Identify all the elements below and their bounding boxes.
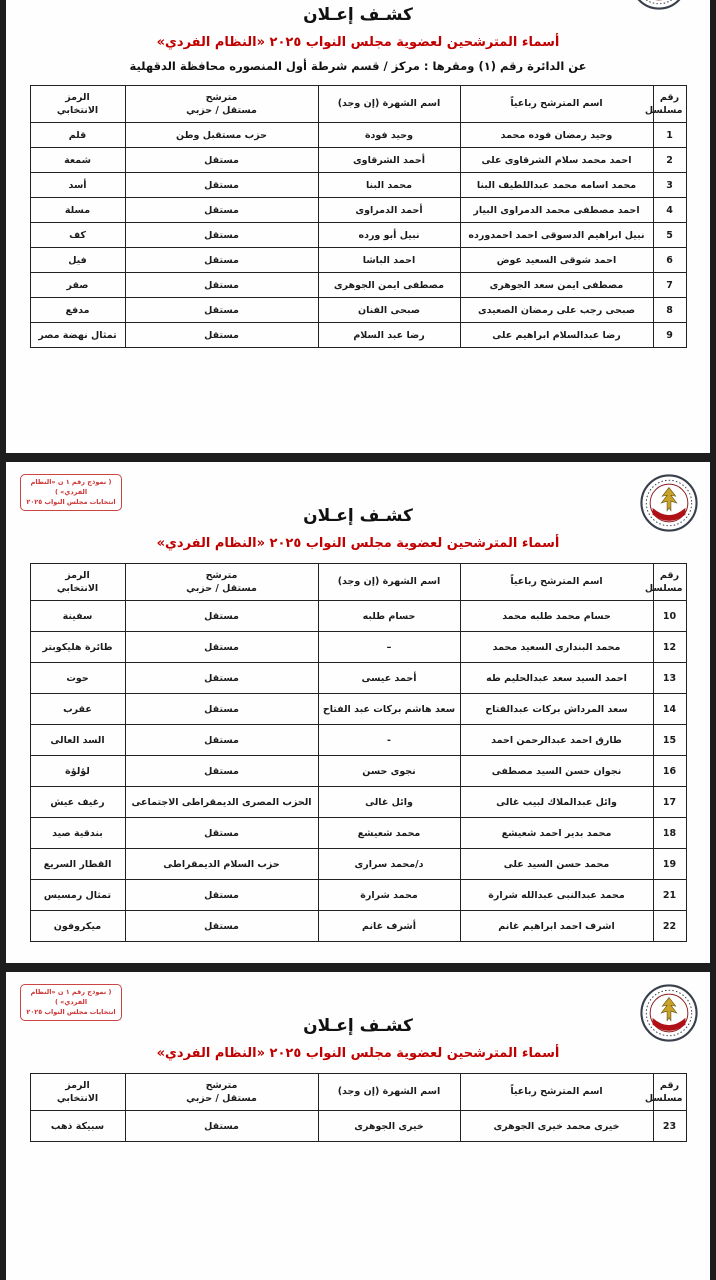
cell-party-affiliation: مستقل	[125, 223, 318, 248]
cell-candidate-name: حسام محمد طلبه محمد	[460, 601, 653, 632]
cell-nickname: احمد الباشا	[318, 248, 460, 273]
cell-nickname: خيرى الجوهرى	[318, 1111, 460, 1142]
header-party: مترشح مستقل / حزبي	[125, 86, 318, 123]
cell-electoral-symbol: القطار السريع	[30, 849, 125, 880]
table-row	[30, 323, 686, 348]
cell-serial: 2	[653, 148, 686, 173]
page-3	[6, 972, 710, 1280]
cell-nickname: محمد شعيشع	[318, 818, 460, 849]
cell-party-affiliation: مستقل	[125, 1111, 318, 1142]
cell-party-affiliation: مستقل	[125, 198, 318, 223]
table-header-row	[30, 1074, 686, 1111]
form-number-stamp	[20, 984, 122, 1021]
header-symbol: الرمز الانتخابي	[30, 1074, 125, 1111]
cell-candidate-name: احمد السيد سعد عبدالحليم طه	[460, 663, 653, 694]
cell-electoral-symbol: حوت	[30, 663, 125, 694]
cell-nickname: نبيل أبو ورده	[318, 223, 460, 248]
cell-nickname: نجوى حسن	[318, 756, 460, 787]
table-row	[30, 756, 686, 787]
cell-candidate-name: نجوان حسن السيد مصطفى	[460, 756, 653, 787]
cell-party-affiliation: مستقل	[125, 632, 318, 663]
cell-electoral-symbol: شمعة	[30, 148, 125, 173]
cell-serial: 1	[653, 123, 686, 148]
table-row	[30, 849, 686, 880]
cell-serial: 14	[653, 694, 686, 725]
page-title: كشـف إعـلان	[303, 5, 413, 25]
cell-nickname: سعد هاشم بركات عبد الفتاح	[318, 694, 460, 725]
cell-serial: 23	[653, 1111, 686, 1142]
cell-party-affiliation: مستقل	[125, 248, 318, 273]
stamp-line-1: ( نموذج رقم ١ ن «النظام الفردي» )	[30, 988, 112, 1006]
page-2	[6, 462, 710, 963]
cell-serial: 10	[653, 601, 686, 632]
table-row	[30, 818, 686, 849]
table-row	[30, 173, 686, 198]
cell-serial: 7	[653, 273, 686, 298]
header-nickname: اسم الشهرة (إن وجد)	[318, 564, 460, 601]
header-serial: رقم مسلسل	[653, 1074, 686, 1111]
cell-nickname: حسام طلبه	[318, 601, 460, 632]
cell-nickname: مصطفى ايمن الجوهرى	[318, 273, 460, 298]
cell-party-affiliation: مستقل	[125, 273, 318, 298]
cell-serial: 5	[653, 223, 686, 248]
cell-candidate-name: صبحى رجب على رمضان الصعيدى	[460, 298, 653, 323]
table-row	[30, 787, 686, 818]
cell-party-affiliation: الحزب المصرى الديمقراطى الاجتماعى	[125, 787, 318, 818]
cell-party-affiliation: مستقل	[125, 663, 318, 694]
header-name: اسم المترشح رباعياً	[460, 1074, 653, 1111]
cell-serial: 17	[653, 787, 686, 818]
cell-candidate-name: محمد بدير احمد شعيشع	[460, 818, 653, 849]
candidates-table	[30, 85, 687, 348]
cell-serial: 13	[653, 663, 686, 694]
cell-electoral-symbol: ميكروفون	[30, 911, 125, 942]
cell-nickname: محمد البنا	[318, 173, 460, 198]
header-serial: رقم مسلسل	[653, 564, 686, 601]
cell-serial: 9	[653, 323, 686, 348]
cell-electoral-symbol: مدفع	[30, 298, 125, 323]
table-header-row	[30, 564, 686, 601]
table-row	[30, 148, 686, 173]
header-symbol: الرمز الانتخابي	[30, 86, 125, 123]
cell-serial: 15	[653, 725, 686, 756]
cell-candidate-name: سعد المرداش بركات عبدالفتاح	[460, 694, 653, 725]
cell-electoral-symbol: رغيف عيش	[30, 787, 125, 818]
header-serial: رقم مسلسل	[653, 86, 686, 123]
cell-party-affiliation: مستقل	[125, 601, 318, 632]
cell-candidate-name: محمد البندارى السعيد محمد	[460, 632, 653, 663]
cell-candidate-name: احمد شوقى السعيد عوض	[460, 248, 653, 273]
table-row	[30, 1111, 686, 1142]
cell-party-affiliation: مستقل	[125, 725, 318, 756]
table-row	[30, 725, 686, 756]
election-authority-logo-icon	[640, 984, 698, 1042]
table-row	[30, 223, 686, 248]
cell-electoral-symbol: السد العالى	[30, 725, 125, 756]
cell-electoral-symbol: مسلة	[30, 198, 125, 223]
table-row	[30, 632, 686, 663]
cell-candidate-name: وحيد رمضان فوده محمد	[460, 123, 653, 148]
cell-party-affiliation: مستقل	[125, 148, 318, 173]
cell-candidate-name: اشرف احمد ابراهيم غانم	[460, 911, 653, 942]
table-row	[30, 298, 686, 323]
cell-electoral-symbol: كف	[30, 223, 125, 248]
cell-nickname: أشرف غانم	[318, 911, 460, 942]
page-title: كشـف إعـلان	[303, 1016, 413, 1036]
cell-serial: 8	[653, 298, 686, 323]
cell-electoral-symbol: تمثال رمسيس	[30, 880, 125, 911]
stamp-line-1: ( نموذج رقم ١ ن «النظام الفردي» )	[30, 478, 112, 496]
cell-electoral-symbol: قلم	[30, 123, 125, 148]
cell-electoral-symbol: سفينة	[30, 601, 125, 632]
form-number-stamp	[20, 474, 122, 511]
cell-electoral-symbol: عقرب	[30, 694, 125, 725]
table-header-row	[30, 86, 686, 123]
header-name: اسم المترشح رباعياً	[460, 564, 653, 601]
cell-serial: 12	[653, 632, 686, 663]
table-row	[30, 198, 686, 223]
cell-party-affiliation: مستقل	[125, 694, 318, 725]
subtitle: أسماء المترشحين لعضوية مجلس النواب ٢٠٢٥ «النظام الفردي»	[156, 536, 560, 551]
cell-nickname: محمد شرارة	[318, 880, 460, 911]
cell-nickname: وحيد فودة	[318, 123, 460, 148]
cell-candidate-name: مصطفى ايمن سعد الجوهرى	[460, 273, 653, 298]
cell-party-affiliation: مستقل	[125, 323, 318, 348]
table-row	[30, 663, 686, 694]
cell-serial: 3	[653, 173, 686, 198]
subtitle: أسماء المترشحين لعضوية مجلس النواب ٢٠٢٥ «النظام الفردي»	[156, 35, 560, 50]
cell-electoral-symbol: فيل	[30, 248, 125, 273]
cell-electoral-symbol: سبيكة ذهب	[30, 1111, 125, 1142]
cell-candidate-name: خيرى محمد خيرى الجوهرى	[460, 1111, 653, 1142]
cell-serial: 4	[653, 198, 686, 223]
cell-nickname: صبحى الفنان	[318, 298, 460, 323]
cell-electoral-symbol: صقر	[30, 273, 125, 298]
subtitle: أسماء المترشحين لعضوية مجلس النواب ٢٠٢٥ «النظام الفردي»	[156, 1046, 560, 1061]
table-row	[30, 601, 686, 632]
cell-party-affiliation: حزب مستقبل وطن	[125, 123, 318, 148]
header-nickname: اسم الشهرة (إن وجد)	[318, 86, 460, 123]
cell-party-affiliation: مستقل	[125, 818, 318, 849]
table-row	[30, 694, 686, 725]
cell-nickname: وائل غالى	[318, 787, 460, 818]
cell-electoral-symbol: أسد	[30, 173, 125, 198]
cell-party-affiliation: مستقل	[125, 173, 318, 198]
cell-electoral-symbol: بندقية صيد	[30, 818, 125, 849]
cell-electoral-symbol: طائرة هليكوبتر	[30, 632, 125, 663]
cell-electoral-symbol: لؤلؤة	[30, 756, 125, 787]
cell-nickname: –	[318, 632, 460, 663]
table-row	[30, 123, 686, 148]
cell-serial: 6	[653, 248, 686, 273]
cell-party-affiliation: مستقل	[125, 880, 318, 911]
candidates-table	[30, 563, 687, 942]
page-title: كشـف إعـلان	[303, 506, 413, 526]
cell-serial: 18	[653, 818, 686, 849]
cell-party-affiliation: مستقل	[125, 911, 318, 942]
table-row	[30, 273, 686, 298]
cell-serial: 16	[653, 756, 686, 787]
cell-serial: 21	[653, 880, 686, 911]
election-authority-logo-icon	[640, 474, 698, 532]
cell-nickname: أحمد عيسى	[318, 663, 460, 694]
table-row	[30, 911, 686, 942]
cell-candidate-name: طارق احمد عبدالرحمن احمد	[460, 725, 653, 756]
election-authority-logo-icon	[630, 0, 688, 10]
cell-party-affiliation: مستقل	[125, 756, 318, 787]
candidates-table	[30, 1073, 687, 1142]
cell-nickname: -	[318, 725, 460, 756]
cell-candidate-name: محمد اسامه محمد عبداللطيف البنا	[460, 173, 653, 198]
header-name: اسم المترشح رباعياً	[460, 86, 653, 123]
cell-candidate-name: محمد حسن السيد على	[460, 849, 653, 880]
cell-candidate-name: وائل عبدالملاك لبيب غالى	[460, 787, 653, 818]
table-row	[30, 880, 686, 911]
header-symbol: الرمز الانتخابي	[30, 564, 125, 601]
table-row	[30, 248, 686, 273]
cell-nickname: رضا عبد السلام	[318, 323, 460, 348]
cell-candidate-name: احمد محمد سلام الشرقاوى على	[460, 148, 653, 173]
header-party: مترشح مستقل / حزبي	[125, 564, 318, 601]
header-nickname: اسم الشهرة (إن وجد)	[318, 1074, 460, 1111]
cell-serial: 22	[653, 911, 686, 942]
cell-serial: 19	[653, 849, 686, 880]
cell-nickname: د/محمد سرارى	[318, 849, 460, 880]
header-party: مترشح مستقل / حزبي	[125, 1074, 318, 1111]
cell-party-affiliation: مستقل	[125, 298, 318, 323]
cell-nickname: أحمد الشرقاوى	[318, 148, 460, 173]
cell-candidate-name: رضا عبدالسلام ابراهيم على	[460, 323, 653, 348]
cell-nickname: أحمد الدمراوى	[318, 198, 460, 223]
cell-electoral-symbol: تمثال نهضة مصر	[30, 323, 125, 348]
stamp-line-2: انتخابات مجلس النواب ٢٠٢٥	[26, 497, 116, 506]
cell-candidate-name: احمد مصطفى محمد الدمراوى البيار	[460, 198, 653, 223]
cell-party-affiliation: حزب السلام الديمقراطى	[125, 849, 318, 880]
page-1	[6, 0, 710, 453]
district-line: عن الدائرة رقم (١) ومقرها : مركز / قسم شرطة أول المنصوره محافظة الدقهلية	[129, 59, 587, 73]
cell-candidate-name: محمد عبدالنبى عبدالله شرارة	[460, 880, 653, 911]
cell-candidate-name: نبيل ابراهيم الدسوقى احمد احمدورده	[460, 223, 653, 248]
stamp-line-2: انتخابات مجلس النواب ٢٠٢٥	[26, 1007, 116, 1016]
